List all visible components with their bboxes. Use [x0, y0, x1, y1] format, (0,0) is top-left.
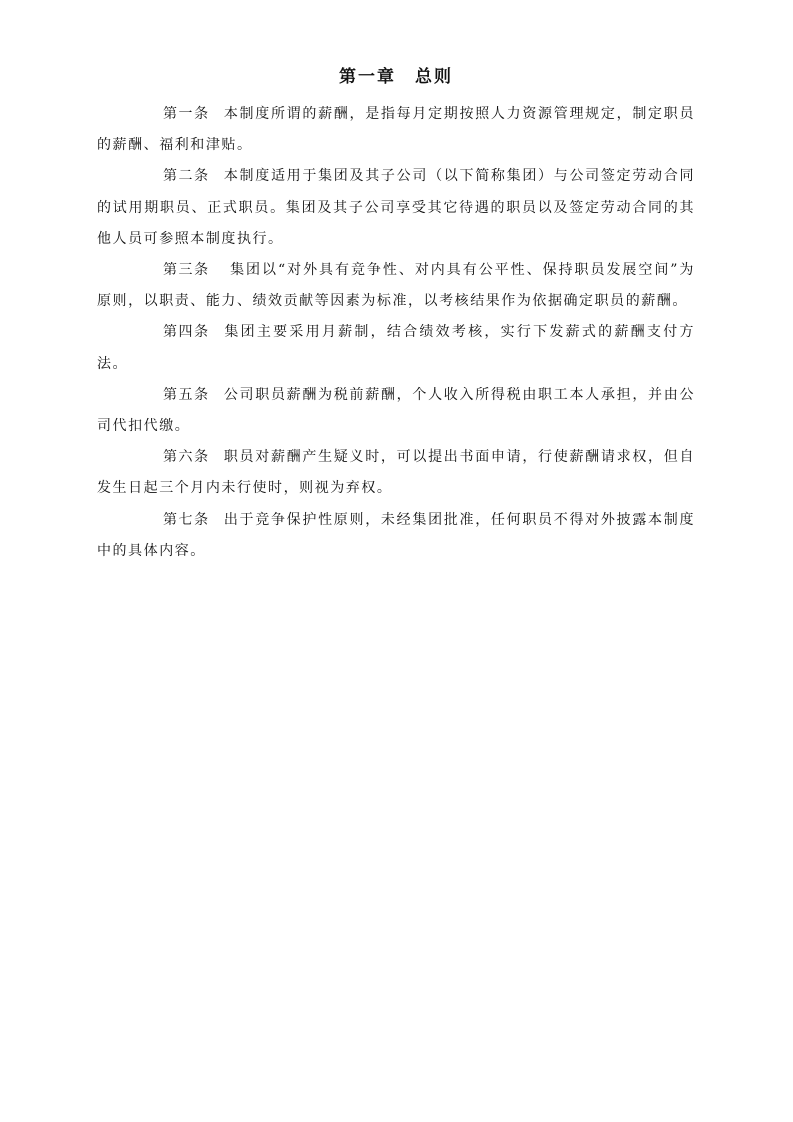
article-number: 第六条: [163, 449, 210, 466]
article-text: 集团主要采用月薪制，结合绩效考核，实行下发薪式的薪酬支付方法。: [97, 324, 695, 372]
article-number: 第四条: [163, 324, 210, 341]
document-page: [97, 64, 695, 567]
chapter-title: 第一章 总则: [339, 67, 453, 87]
article-6: [97, 442, 695, 504]
article-text: 出于竞争保护性原则，未经集团批准，任何职员不得对外披露本制度中的具体内容。: [97, 511, 695, 559]
article-1: [97, 99, 695, 161]
article-text: 公司职员薪酬为税前薪酬，个人收入所得税由职工本人承担，并由公司代扣代缴。: [97, 386, 695, 435]
article-number: 第三条: [163, 262, 210, 279]
article-5: [97, 380, 695, 442]
article-text: 集团以“对外具有竞争性、对内具有公平性、保持职员发展空间”为原则，以职责、能力、绩效贡献等因素为标准，以考核结果作为依据确定职员的薪酬。: [97, 262, 695, 310]
article-text: 本制度所谓的薪酬，是指每月定期按照人力资源管理规定，制定职员的薪酬、福利和津贴。: [97, 106, 695, 154]
article-number: 第五条: [163, 386, 210, 403]
article-number: 第二条: [163, 168, 210, 185]
article-3: [97, 255, 695, 317]
article-2: [97, 161, 695, 255]
article-4: [97, 317, 695, 379]
article-text: 职员对薪酬产生疑义时，可以提出书面申请，行使薪酬请求权，但自发生日起三个月内未行使时，则视为弃权。: [97, 449, 695, 497]
article-number: 第一条: [163, 106, 210, 122]
article-7: [97, 505, 695, 567]
article-text: 本制度适用于集团及其子公司（以下简称集团）与公司签定劳动合同的试用期职员、正式职员。集团及其子公司享受其它待遇的职员以及签定劳动合同的其他人员可参照本制度执行。: [97, 168, 695, 247]
article-number: 第七条: [163, 511, 210, 528]
